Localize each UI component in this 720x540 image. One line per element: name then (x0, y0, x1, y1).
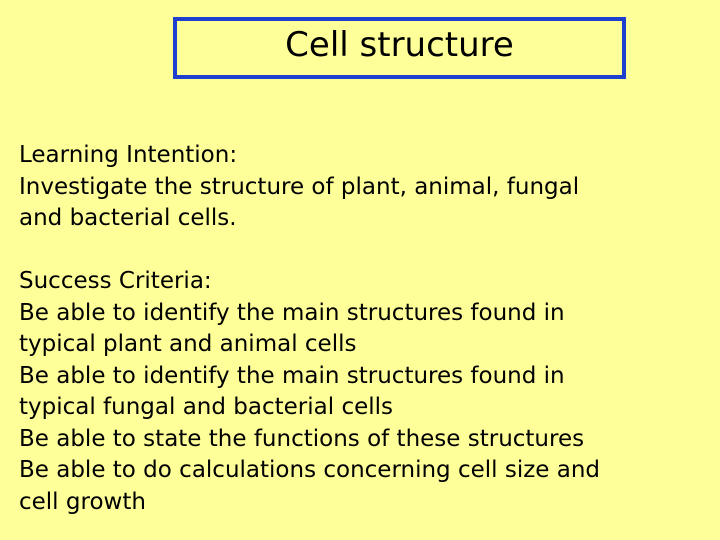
success-criteria-line: Be able to identify the main structures found in (19, 362, 565, 389)
success-criteria-line: Be able to state the functions of these structures (19, 425, 585, 452)
slide-title: Cell structure (285, 25, 514, 65)
title-box (173, 17, 626, 79)
success-criteria-line: Be able to do calculations concerning cell size and (19, 457, 601, 483)
section-spacer (19, 235, 714, 267)
success-criteria-line: typical fungal and bacterial cells (19, 394, 393, 420)
success-criteria-heading: Success Criteria: (19, 268, 212, 294)
success-criteria-line: Be able to identify the main structures found in (19, 299, 565, 326)
slide-body (19, 140, 714, 518)
learning-intention-line: Investigate the structure of plant, animal, fungal (19, 173, 580, 200)
success-criteria-section (19, 266, 714, 518)
success-criteria-line: typical plant and animal cells (19, 331, 357, 357)
success-criteria-line: cell growth (19, 488, 146, 515)
learning-intention-line: and bacterial cells. (19, 205, 237, 231)
learning-intention-section (19, 140, 714, 235)
learning-intention-heading: Learning Intention: (19, 142, 238, 168)
